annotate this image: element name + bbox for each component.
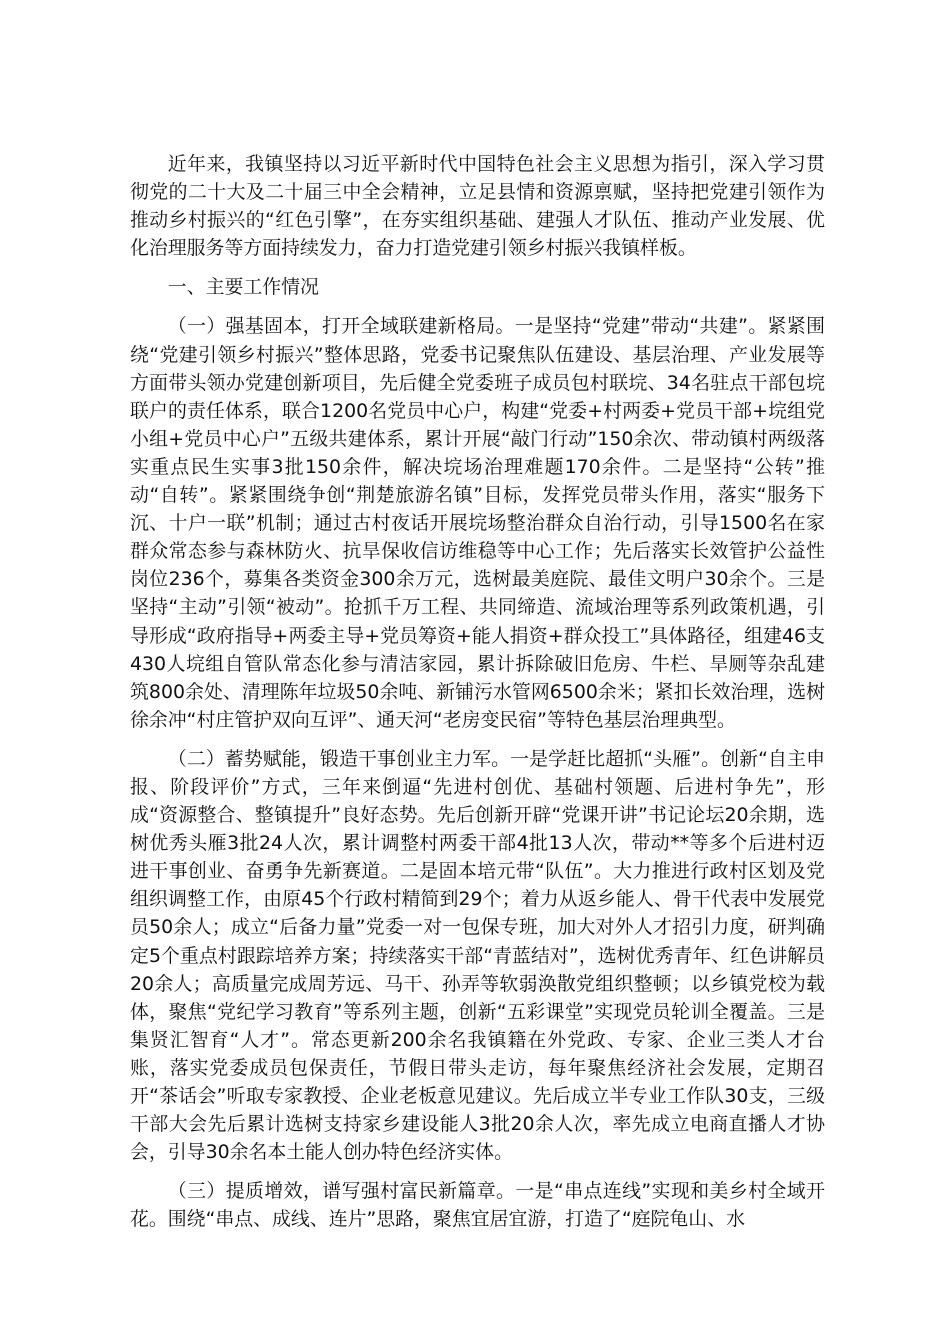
paragraph-quality-efficiency: （三）提质增效，谱写强村富民新篇章。一是“串点连线”实现和美乡村全域开花。围绕“串点、成线、连片”思路，聚焦宜居宜游，打造了“庭院龟山、水 [130, 1180, 825, 1231]
intro-paragraph: 近年来，我镇坚持以习近平新时代中国特色社会主义思想为指引，深入学习贯彻党的二十大及二十届三中全会精神，立足县情和资源禀赋，坚持把党建引领作为推动乡村振兴的“红色引擎”，在夯实组织基础、建强人才队伍、推动产业发展、优化治理服务等方面持续发力，奋力打造党建引领乡村振兴我镇样板。 [130, 153, 825, 260]
section-heading-main-work: 一、主要工作情况 [167, 276, 319, 299]
paragraph-strengthen-foundation: （一）强基固本，打开全域联建新格局。一是坚持“党建”带动“共建”。紧紧围绕“党建引领乡村振兴”整体思路，党委书记聚焦队伍建设、基层治理、产业发展等方面带头领办党建创新项目，先后健全党委班子成员包村联垸、34名驻点干部包垸联户的责任体系，联合1200名党员中心户，构建“党委+村两委+党员干部+垸组党小组+党员中心户”五级共建体系，累计开展“敲门行动”150余次、带动镇村两级落实重点民生实事3批150余件，解决垸场治理难题170余件。二是坚持“公转”推动“自转”。紧紧围绕争创“荆楚旅游名镇”目标，发挥党员带头作用，落实“服务下沉、十户一联”机制；通过古村夜话开展垸场整治群众自治行动，引导1500名在家群众常态参与森林防火、抗旱保收信访维稳等中心工作；先后落实长效管护公益性岗位236个，募集各类资金300余万元，选树最美庭院、最佳文明户30余个。三是坚持“主动”引领“被动”。抢抓千万工程、共同缔造、流域治理等系列政策机遇，引导形成“政府指导+两委主导+党员筹资+能人捐资+群众投工”具体路径，组建46支430人垸组自管队常态化参与清洁家园，累计拆除破旧危房、牛栏、旱厕等杂乱建筑800余处、清理陈年垃圾50余吨、新铺污水管网6500余米；紧扣长效治理，选树徐余冲“村庄管护双向互评”、通天河“老房变民宿”等特色基层治理典型。 [130, 315, 825, 731]
document-page [130, 150, 825, 1244]
paragraph-build-team: （二）蓄势赋能，锻造干事创业主力军。一是学赶比超抓“头雁”。创新“自主申报、阶段评价”方式，三年来倒逼“先进村创优、基础村领题、后进村争先”，形成“资源整合、整镇提升”良好态势。先后创新开辟“党课开讲”书记论坛20余期，选树优秀头雁3批24人次，累计调整村两委干部4批13人次，带动**等多个后进村迈进干事创业、奋勇争先新赛道。二是固本培元带“队伍”。大力推进行政村区划及党组织调整工作，由原45个行政村精简到29个；着力从返乡能人、骨干代表中发展党员50余人；成立“后备力量”党委一对一包保专班，加大对外人才招引力度，研判确定5个重点村跟踪培养方案；持续落实干部“青蓝结对”，选树优秀青年、红色讲解员20余人；高质量完成周芳远、马干、孙弄等软弱涣散党组织整顿；以乡镇党校为载体，聚焦“党纪学习教育”等系列主题，创新“五彩课堂”实现党员轮训全覆盖。三是集贤汇智育“人才”。常态更新200余名我镇籍在外党政、专家、企业三类人才台账，落实党委成员包保责任，节假日带头走访，每年聚焦经济社会发展，定期召开“茶话会”听取专家教授、企业老板意见建议。先后成立半专业工作队30支，三级干部大会先后累计选树支持家乡建设能人3批20余人次，率先成立电商直播人才协会，引导30余名本土能人创办特色经济实体。 [130, 747, 825, 1164]
